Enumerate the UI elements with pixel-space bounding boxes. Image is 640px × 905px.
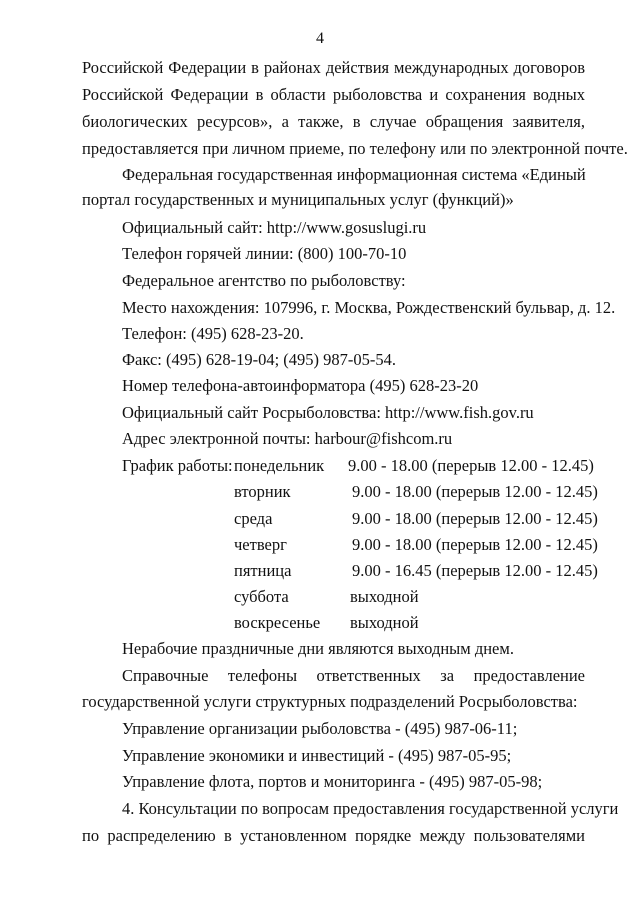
agency-phone: Телефон: (495) 628-23-20. xyxy=(122,324,304,343)
schedule-hours: 9.00 - 18.00 (перерыв 12.00 - 12.45) xyxy=(352,482,598,501)
intro-line-2: Российской Федерации в области рыболовства и сохранения водных xyxy=(82,85,585,104)
agency-email: Адрес электронной почты: harbour@fishcom.ru xyxy=(122,429,453,448)
dept-fisheries-phone: Управление организации рыболовства - (495) 987-06-11; xyxy=(122,719,518,738)
item4-line-2: по распределению в установленном порядке между пользователями xyxy=(82,826,585,845)
agency-fax: Факс: (495) 628-19-04; (495) 987-05-54. xyxy=(122,350,397,369)
item4-line-1: 4. Консультации по вопросам предоставления государственной услуги xyxy=(122,799,619,818)
schedule-day: пятница xyxy=(234,561,292,580)
agency-site: Официальный сайт Росрыболовства: http://www.fish.gov.ru xyxy=(122,403,534,422)
agency-autoinformer: Номер телефона-автоинформатора (495) 628-23-20 xyxy=(122,376,479,395)
portal-site: Официальный сайт: http://www.gosuslugi.ru xyxy=(122,218,427,237)
schedule-day: четверг xyxy=(234,535,287,554)
schedule-hours: 9.00 - 18.00 (перерыв 12.00 - 12.45) xyxy=(348,456,594,475)
reference-line-1: Справочные телефоны ответственных за предоставление xyxy=(122,666,585,685)
holidays-note: Нерабочие праздничные дни являются выходным днем. xyxy=(122,639,514,658)
page-number: 4 xyxy=(316,30,324,47)
agency-location: Место нахождения: 107996, г. Москва, Рождественский бульвар, д. 12. xyxy=(122,298,616,317)
schedule-day: понедельник xyxy=(234,456,325,475)
schedule-day: воскресенье xyxy=(234,613,321,632)
agency-name: Федеральное агентство по рыболовству: xyxy=(122,271,406,290)
portal-line-2: портал государственных и муниципальных услуг (функций)» xyxy=(82,190,514,209)
schedule-day: суббота xyxy=(234,587,289,606)
schedule-day: вторник xyxy=(234,482,291,501)
schedule-hours: выходной xyxy=(350,613,419,632)
schedule-hours: 9.00 - 16.45 (перерыв 12.00 - 12.45) xyxy=(352,561,598,580)
dept-economics-phone: Управление экономики и инвестиций - (495) 987-05-95; xyxy=(122,746,512,765)
portal-hotline: Телефон горячей линии: (800) 100-70-10 xyxy=(122,244,407,263)
intro-line-4: предоставляется при личном приеме, по телефону или по электронной почте. xyxy=(82,139,628,158)
portal-line-1: Федеральная государственная информационная система «Единый xyxy=(122,165,586,184)
schedule-hours: 9.00 - 18.00 (перерыв 12.00 - 12.45) xyxy=(352,535,598,554)
intro-line-1: Российской Федерации в районах действия международных договоров xyxy=(82,58,585,77)
intro-line-3: биологических ресурсов», а также, в случае обращения заявителя, xyxy=(82,112,585,131)
schedule-hours: выходной xyxy=(350,587,419,606)
schedule-label: График работы: xyxy=(122,456,233,475)
schedule-hours: 9.00 - 18.00 (перерыв 12.00 - 12.45) xyxy=(352,509,598,528)
dept-fleet-phone: Управление флота, портов и мониторинга - (495) 987-05-98; xyxy=(122,772,543,791)
schedule-day: среда xyxy=(234,509,273,528)
reference-line-2: государственной услуги структурных подразделений Росрыболовства: xyxy=(82,692,578,711)
